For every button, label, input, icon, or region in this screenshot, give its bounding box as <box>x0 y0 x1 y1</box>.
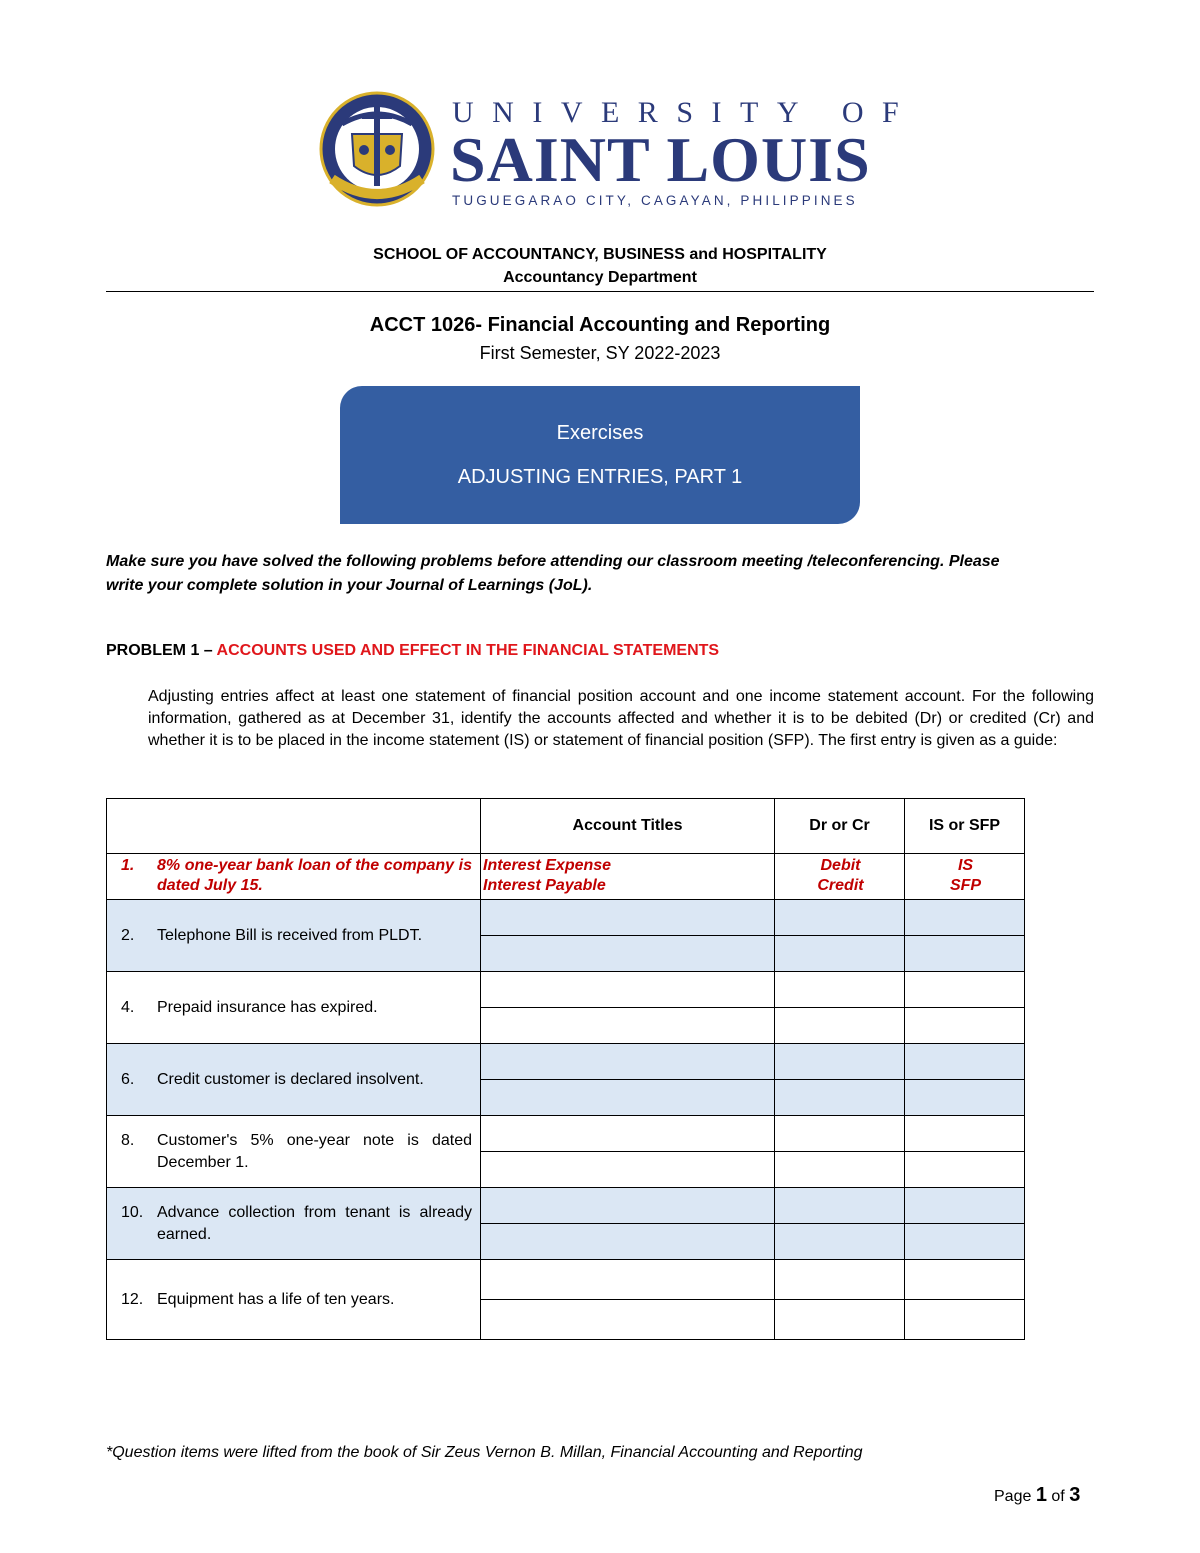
dr-cr-cell[interactable] <box>775 1260 905 1300</box>
account-title-cell[interactable] <box>481 1152 775 1188</box>
account-title-cell[interactable] <box>481 1300 775 1340</box>
item-description <box>107 1260 481 1340</box>
account-title-cell[interactable] <box>481 1116 775 1152</box>
example-dr-cr <box>775 854 905 900</box>
item-number: 2. <box>121 926 135 944</box>
page-of: of <box>1051 1488 1065 1505</box>
example-issfp-1: IS <box>957 857 974 874</box>
header-divider <box>106 291 1094 292</box>
account-title-cell[interactable] <box>481 972 775 1008</box>
banner-title: Exercises <box>556 422 644 444</box>
instructions-text: Make sure you have solved the following problems before attending our classroom meeting /teleconferencing. Please write your complete solution in your Journal of Learnings (JoL). <box>106 553 1000 594</box>
page-number <box>994 1484 1080 1507</box>
school-name: SCHOOL OF ACCOUNTANCY, BUSINESS and HOSPITALITY <box>373 246 827 263</box>
header-account-titles: Account Titles <box>481 799 775 854</box>
example-drcr-2: Credit <box>817 877 864 894</box>
example-accounts <box>481 854 775 900</box>
dr-cr-cell[interactable] <box>775 900 905 936</box>
dr-cr-cell[interactable] <box>775 1080 905 1116</box>
example-drcr-1: Debit <box>820 857 861 874</box>
dr-cr-cell[interactable] <box>775 1152 905 1188</box>
item-number: 4. <box>121 998 135 1016</box>
banner-subtitle: ADJUSTING ENTRIES, PART 1 <box>457 466 743 488</box>
example-number: 1. <box>121 857 135 874</box>
item-description <box>107 1116 481 1188</box>
logo-saint-louis: SAINT LOUIS <box>450 124 871 195</box>
dr-cr-cell[interactable] <box>775 936 905 972</box>
table-header-row <box>107 799 1025 854</box>
problem-heading <box>106 642 719 660</box>
semester-label: First Semester, SY 2022-2023 <box>479 343 721 363</box>
item-description <box>107 1044 481 1116</box>
footnote: *Question items were lifted from the book of Sir Zeus Vernon B. Millan, Financial Accounting and Reporting <box>106 1444 863 1461</box>
is-sfp-cell[interactable] <box>905 1188 1025 1224</box>
is-sfp-cell[interactable] <box>905 1116 1025 1152</box>
account-title-cell[interactable] <box>481 900 775 936</box>
account-title-cell[interactable] <box>481 1260 775 1300</box>
example-text: 8% one-year bank loan of the company is dated July 15. <box>157 857 472 894</box>
problem-label: PROBLEM 1 – <box>106 642 217 659</box>
item-description <box>107 900 481 972</box>
problem-title: ACCOUNTS USED AND EFFECT IN THE FINANCIAL STATEMENTS <box>216 642 720 659</box>
account-title-cell[interactable] <box>481 1044 775 1080</box>
is-sfp-cell[interactable] <box>905 900 1025 936</box>
table-row <box>107 972 1025 1008</box>
page-total: 3 <box>1069 1484 1081 1506</box>
university-seal-icon <box>312 84 442 214</box>
dr-cr-cell[interactable] <box>775 972 905 1008</box>
item-text: Customer's 5% one-year note is dated December 1. <box>157 1131 472 1171</box>
item-number: 8. <box>121 1131 135 1149</box>
example-issfp-2: SFP <box>949 877 982 894</box>
problem-description: Adjusting entries affect at least one statement of financial position account and one income statement account. For the following information, gathered as at December 31, identify the accounts affected and whether it is to be debited (Dr) or credited (Cr) and whether it is to be placed in the income statement (IS) or statement of financial position (SFP). The first entry is given as a guide: <box>148 688 1094 749</box>
item-text: Credit customer is declared insolvent. <box>157 1070 424 1088</box>
is-sfp-cell[interactable] <box>905 1300 1025 1340</box>
is-sfp-cell[interactable] <box>905 936 1025 972</box>
is-sfp-cell[interactable] <box>905 1152 1025 1188</box>
dr-cr-cell[interactable] <box>775 1044 905 1080</box>
account-title-cell[interactable] <box>481 1008 775 1044</box>
header-dr-or-cr: Dr or Cr <box>775 799 905 854</box>
page-current: 1 <box>1035 1484 1047 1506</box>
table-row <box>107 1260 1025 1300</box>
dr-cr-cell[interactable] <box>775 1188 905 1224</box>
table-row <box>107 900 1025 936</box>
table-row <box>107 1044 1025 1080</box>
item-number: 12. <box>121 1290 144 1308</box>
dr-cr-cell[interactable] <box>775 1300 905 1340</box>
account-title-cell[interactable] <box>481 1224 775 1260</box>
example-is-sfp <box>905 854 1025 900</box>
dr-cr-cell[interactable] <box>775 1224 905 1260</box>
logo-university-of: UNIVERSITY OF <box>452 96 918 129</box>
example-item <box>107 854 481 900</box>
is-sfp-cell[interactable] <box>905 1224 1025 1260</box>
item-number: 10. <box>121 1203 144 1221</box>
course-title: ACCT 1026- Financial Accounting and Reporting <box>369 314 831 336</box>
page-prefix: Page <box>994 1488 1032 1505</box>
answer-table <box>106 798 1025 1340</box>
logo-location: TUGUEGARAO CITY, CAGAYAN, PHILIPPINES <box>452 193 858 208</box>
table-row <box>107 1116 1025 1152</box>
header-is-or-sfp: IS or SFP <box>905 799 1025 854</box>
item-text: Telephone Bill is received from PLDT. <box>157 926 423 944</box>
item-description <box>107 1188 481 1260</box>
item-text: Equipment has a life of ten years. <box>157 1290 395 1308</box>
item-description <box>107 972 481 1044</box>
item-text: Advance collection from tenant is already earned. <box>157 1203 472 1243</box>
is-sfp-cell[interactable] <box>905 1008 1025 1044</box>
dr-cr-cell[interactable] <box>775 1116 905 1152</box>
is-sfp-cell[interactable] <box>905 972 1025 1008</box>
header-item <box>107 799 481 854</box>
example-account-2: Interest Payable <box>483 877 606 894</box>
is-sfp-cell[interactable] <box>905 1044 1025 1080</box>
department-name: Accountancy Department <box>503 269 697 286</box>
account-title-cell[interactable] <box>481 1188 775 1224</box>
item-number: 6. <box>121 1070 135 1088</box>
item-text: Prepaid insurance has expired. <box>157 998 378 1016</box>
table-row <box>107 1188 1025 1224</box>
is-sfp-cell[interactable] <box>905 1260 1025 1300</box>
example-row <box>107 854 1025 900</box>
dr-cr-cell[interactable] <box>775 1008 905 1044</box>
is-sfp-cell[interactable] <box>905 1080 1025 1116</box>
exercise-banner <box>340 386 860 524</box>
example-account-1: Interest Expense <box>483 857 612 874</box>
account-title-cell[interactable] <box>481 936 775 972</box>
account-title-cell[interactable] <box>481 1080 775 1116</box>
